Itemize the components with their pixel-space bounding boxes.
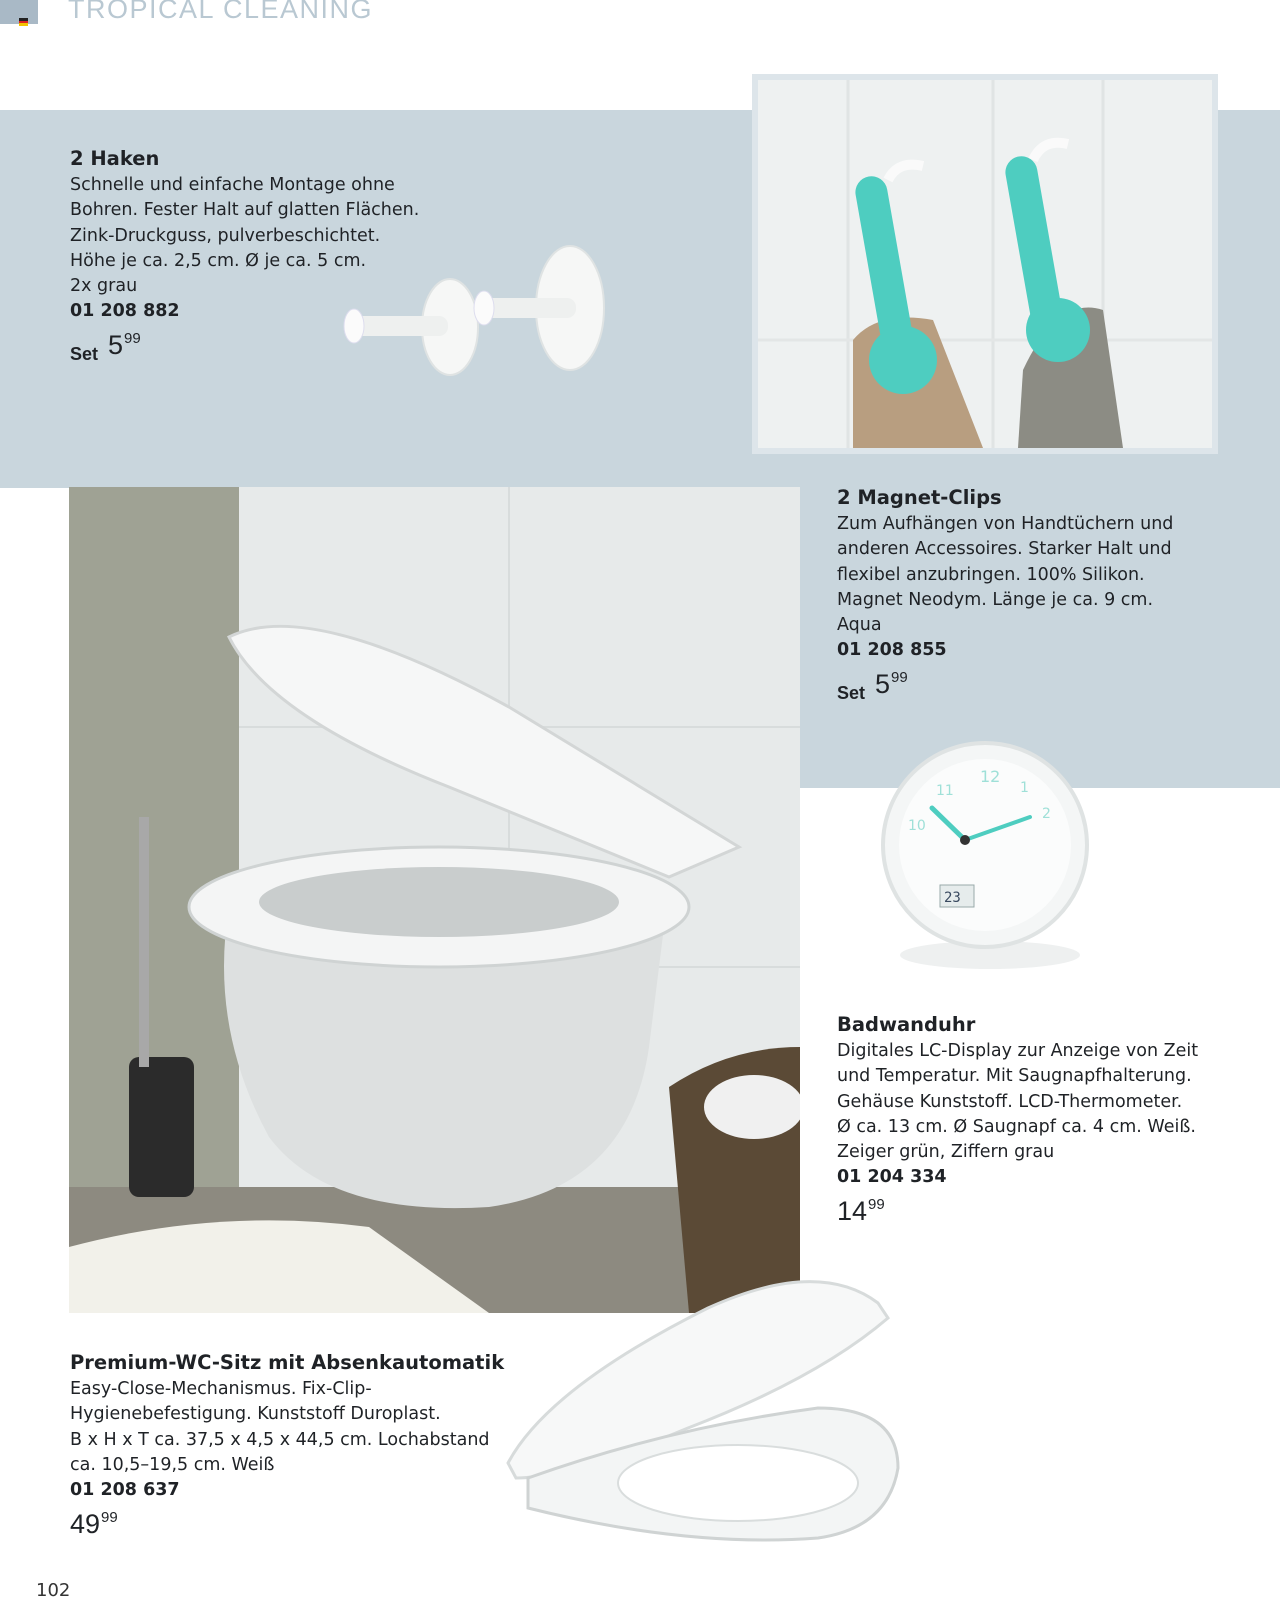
price xyxy=(837,1196,1267,1226)
price xyxy=(70,330,450,367)
dial-number: 12 xyxy=(980,767,1001,786)
price-int: 49 xyxy=(70,1509,101,1540)
dial-number: 10 xyxy=(908,818,926,834)
product-desc-line: Easy-Close-Mechanismus. Fix-Clip- xyxy=(70,1379,372,1400)
product-desc-line: und Temperatur. Mit Saugnapfhalterung. xyxy=(837,1066,1192,1087)
price-int: 5 xyxy=(875,669,891,700)
dial-number: 11 xyxy=(936,783,954,799)
price-cents: 99 xyxy=(868,1196,885,1214)
price-prefix: Set xyxy=(837,683,866,704)
product-desc-line: ca. 10,5–19,5 cm. Weiß xyxy=(70,1454,275,1475)
product-desc-line: B x H x T ca. 37,5 x 4,5 x 44,5 cm. Lochabstand xyxy=(70,1429,490,1450)
product-magnet-clips xyxy=(837,485,1257,707)
section-title: TROPICAL CLEANING xyxy=(68,0,374,24)
clock-photo xyxy=(880,740,1100,980)
product-desc-line: Zeiger grün, Ziffern grau xyxy=(837,1142,1055,1163)
article-number: 01 204 334 xyxy=(837,1167,947,1188)
price-cents: 99 xyxy=(101,1509,118,1527)
product-desc-line: Zum Aufhängen von Handtüchern und xyxy=(837,514,1174,535)
product-desc-line: Hygienebefestigung. Kunststoff Duroplast. xyxy=(70,1404,441,1425)
price-prefix: Set xyxy=(70,344,99,365)
product-desc-line: anderen Accessoires. Starker Halt und xyxy=(837,539,1172,560)
hook-icon xyxy=(474,246,604,370)
product-desc-line: Schnelle und einfache Montage ohne xyxy=(70,175,395,196)
product-badwanduhr xyxy=(837,1012,1267,1226)
article-number: 01 208 882 xyxy=(70,301,180,322)
product-desc-line: Aqua xyxy=(837,615,882,636)
product-name: 2 Magnet-Clips xyxy=(837,486,1002,509)
price-cents: 99 xyxy=(891,669,908,687)
dial-number: 2 xyxy=(1042,806,1051,822)
price-int: 14 xyxy=(837,1196,868,1227)
price xyxy=(837,669,1257,706)
article-number: 01 208 637 xyxy=(70,1480,180,1501)
product-desc-line: 2x grau xyxy=(70,276,138,297)
product-desc-line: Magnet Neodym. Länge je ca. 9 cm. xyxy=(837,589,1154,610)
price xyxy=(70,1509,510,1539)
product-wc-sitz xyxy=(70,1350,510,1539)
product-name: Badwanduhr xyxy=(837,1013,976,1036)
product-desc-line: Bohren. Fester Halt auf glatten Flächen. xyxy=(70,200,420,221)
product-desc-line: Digitales LC-Display zur Anzeige von Zeit xyxy=(837,1041,1199,1062)
lcd-display: 23 xyxy=(944,890,961,906)
product-desc-line: Gehäuse Kunststoff. LCD-Thermometer. xyxy=(837,1091,1183,1112)
product-name: 2 Haken xyxy=(70,147,160,170)
magnet-clips-photo xyxy=(752,74,1218,454)
product-haken xyxy=(70,146,450,368)
product-name: Premium-WC-Sitz mit Absenkautomatik xyxy=(70,1351,505,1374)
product-desc-line: Höhe je ca. 2,5 cm. Ø je ca. 5 cm. xyxy=(70,250,367,271)
wc-seat-photo xyxy=(488,1268,908,1568)
flag-icon xyxy=(19,18,28,26)
product-desc-line: Ø ca. 13 cm. Ø Saugnapf ca. 4 cm. Weiß. xyxy=(837,1116,1196,1137)
toilet-photo xyxy=(69,487,800,1313)
price-cents: 99 xyxy=(124,330,141,348)
product-desc-line: Zink-Druckguss, pulverbeschichtet. xyxy=(70,225,381,246)
dial-number: 1 xyxy=(1020,780,1029,796)
price-int: 5 xyxy=(108,330,124,361)
page-number: 102 xyxy=(36,1580,71,1601)
article-number: 01 208 855 xyxy=(837,640,947,661)
product-desc-line: flexibel anzubringen. 100% Silikon. xyxy=(837,564,1145,585)
